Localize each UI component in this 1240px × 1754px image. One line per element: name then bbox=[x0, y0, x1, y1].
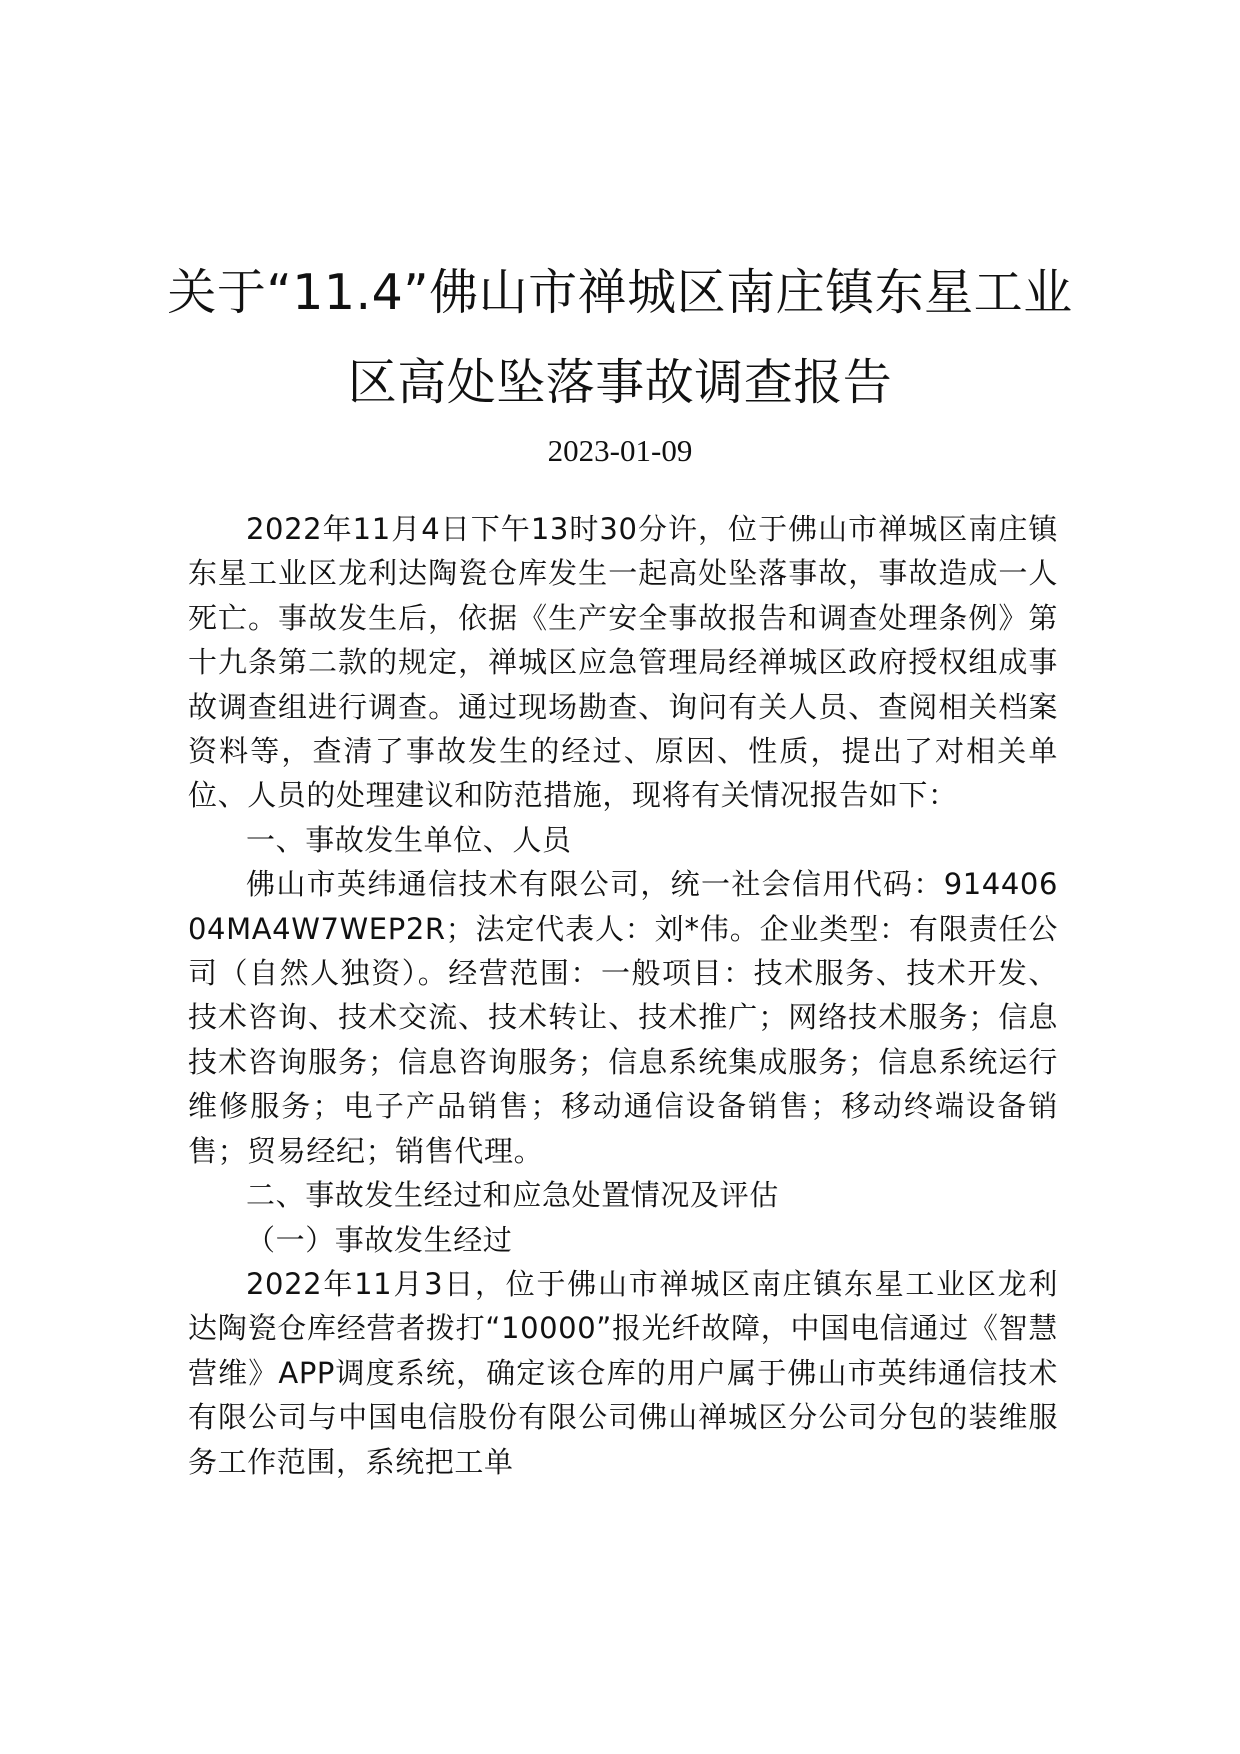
section-heading-2: 二、事故发生经过和应急处置情况及评估 bbox=[246, 1178, 779, 1213]
document-title-line-1: 关于“11.4”佛山市禅城区南庄镇东星工业 bbox=[167, 264, 1073, 321]
paragraph-intro: 2022年11月4日下午13时30分许，位于佛山市禅城区南庄镇东星工业区龙利达陶瓷仓库发生一起高处坠落事故，事故造成一人死亡。事故发生后，依据《生产安全事故报告和调查处理条例》第十九条第二款的规定，禅城区应急管理局经禅城区政府授权组成事故调查组进行调查。通过现场勘查、询问有关人员、查阅相关档案资料等，查清了事故发生的经过、原因、性质，提出了对相关单位、人员的处理建议和防范措施，现将有关情况报告如下： bbox=[188, 512, 1058, 813]
document-title-line-2: 区高处坠落事故调查报告 bbox=[347, 354, 893, 411]
document-date: 2023-01-09 bbox=[547, 433, 693, 468]
paragraph-company-info: 佛山市英纬通信技术有限公司，统一社会信用代码：91440604MA4W7WEP2R；法定代表人：刘*伟。企业类型：有限责任公司（自然人独资）。经营范围：一般项目：技术服务、技术开发、技术咨询、技术交流、技术转让、技术推广；网络技术服务；信息技术咨询服务；信息咨询服务；信息系统集成服务；信息系统运行维修服务；电子产品销售；移动通信设备销售；移动终端设备销售；贸易经纪；销售代理。 bbox=[188, 867, 1058, 1168]
document-body bbox=[188, 507, 1058, 1484]
paragraph-accident-process: 2022年11月3日，位于佛山市禅城区南庄镇东星工业区龙利达陶瓷仓库经营者拨打“10000”报光纤故障，中国电信通过《智慧营维》APP调度系统，确定该仓库的用户属于佛山市英纬通信技术有限公司与中国电信股份有限公司佛山禅城区分公司分包的装维服务工作范围，系统把工单 bbox=[188, 1266, 1058, 1479]
subsection-heading-1: （一）事故发生经过 bbox=[246, 1222, 513, 1257]
section-heading-1: 一、事故发生单位、人员 bbox=[246, 822, 572, 857]
